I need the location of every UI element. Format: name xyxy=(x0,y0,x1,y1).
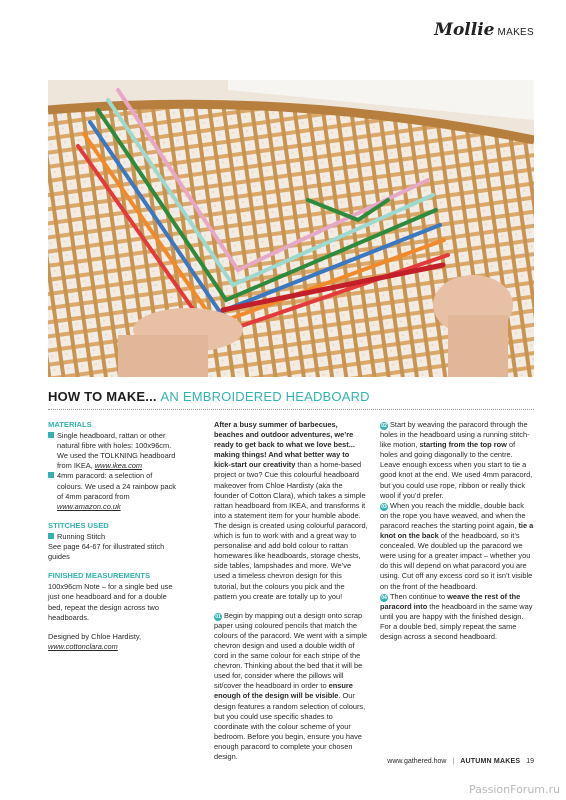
finished-text: 100x96cm Note – for a single bed use just one headboard and for a double bed, repeat the design across two headboards. xyxy=(48,582,173,622)
intro-column xyxy=(214,420,368,762)
materials-item-1: Single headboard, rattan or other natural fibre with holes: 100x96cm. We used the TOLKNING headboard from IKEA, www.ikea.com xyxy=(48,431,176,471)
designer-credit: Designed by Chloe Hardisty, www.cottonclara.com xyxy=(48,631,142,651)
amazon-link[interactable]: www.amazon.co.uk xyxy=(57,501,121,511)
finished-title: FINISHED MEASUREMENTS xyxy=(48,571,151,581)
bullet-square-icon xyxy=(48,472,54,478)
step-2: 02 Start by weaving the paracord through the holes in the headboard using a running stitch-like motion, starting from the top row of holes and going diagonally to the centre. Leave enough excess when you start to tie a good knot at the end. We used 4mm paracord, but you could use rope, ribbon or really thick wool if you’d prefer. xyxy=(380,420,533,500)
intro-lead: After a busy summer of barbecues, beaches and outdoor adventures, we’re ready to get back to what we love best... making things! And what better way to kick-start our creativity xyxy=(214,420,355,470)
footer-url[interactable]: www.gathered.how xyxy=(387,758,447,765)
page-heading xyxy=(48,389,370,404)
stitches-title: STITCHES USED xyxy=(48,520,109,530)
stitches-note: See page 64-67 for illustrated stitch guides xyxy=(48,542,165,562)
sidebar-column xyxy=(48,420,176,652)
step-1: 01 Begin by mapping out a design onto scrap paper using coloured pencils that match the colours of the paracord. We went with a simple chevron design and used a double width of cord in the same colour for each stripe of the chevron. Thinking about the bed that it will be used for, consider where the pillows will sit/cover the headboard in order to ensure enough of the design will be visible. Our design features a random selection of colours, but you could use specific shades to coordinate with the colour scheme of your bedroom. Before you begin, ensure you have enough paracord to complete your chosen design. xyxy=(214,610,368,761)
step-3: 03 When you reach the middle, double back on the rope you have weaved, and when the paracord reaches the starting point again, tie a knot on the back of the headboard, so it’s concealed. We doubled up the paracord we were using for a greater impact – whether you do this will depend on what paracord you are using. Cut off any excess cord so it isn’t visible on the front of the headboard. xyxy=(380,500,534,591)
footer-separator: | xyxy=(452,758,455,765)
heading-divider xyxy=(48,409,534,410)
page-number: 19 xyxy=(526,758,534,765)
photo-illustration xyxy=(48,80,534,377)
bullet-square-icon xyxy=(48,432,54,438)
materials-item-2: 4mm paracord: a selection of colours. We used a 24 rainbow pack of 4mm paracord from www.amazon.co.uk xyxy=(48,471,176,511)
footer-magazine: AUTUMN MAKES xyxy=(460,758,521,765)
step-number-badge: 01 xyxy=(215,613,221,620)
step-4: 04 Then continue to weave the rest of the paracord into the headboard in the same way until you are happy with the finished design. For a double bed, simply repeat the same design across a second headboard. xyxy=(380,591,533,641)
bullet-square-icon xyxy=(48,533,54,539)
headboard-photo xyxy=(48,80,534,377)
watermark: PassionForum.ru xyxy=(469,783,560,796)
step-number-badge: 04 xyxy=(381,594,387,601)
step-number-badge: 03 xyxy=(381,503,387,510)
heading-part2: AN EMBROIDERED HEADBOARD xyxy=(160,389,370,404)
brand-logo xyxy=(434,20,534,40)
intro-paragraph xyxy=(214,420,368,602)
stitches-item: Running Stitch xyxy=(48,532,176,542)
brand-caps: MAKES xyxy=(497,27,534,38)
ikea-link[interactable]: www.ikea.com xyxy=(94,461,143,471)
steps-column xyxy=(380,420,534,642)
materials-title: MATERIALS xyxy=(48,420,92,429)
heading-part1: HOW TO MAKE... xyxy=(48,389,157,404)
step-number-badge: 02 xyxy=(381,423,387,429)
brand-script: Mollie xyxy=(434,20,495,40)
intro-body: than a home-based project or two? Cue this colourful headboard makeover from Chloe Hardisty (aka the founder of Cotton Clara), which takes a simple rattan headboard from IKEA, and transforms it into a statement item for your humble abode. The design is created using colourful paracord, which is fun to work with and a great way to personalise and add bold colour to rattan homewares like headboards, storage chests, side tables, lampshades and more. We’ve used a timeless chevron design for this tutorial, but the colours you pick and the pattern you create are totally up to you! xyxy=(214,460,368,601)
designer-link[interactable]: www.cottonclara.com xyxy=(48,641,118,651)
page-footer xyxy=(387,758,534,765)
